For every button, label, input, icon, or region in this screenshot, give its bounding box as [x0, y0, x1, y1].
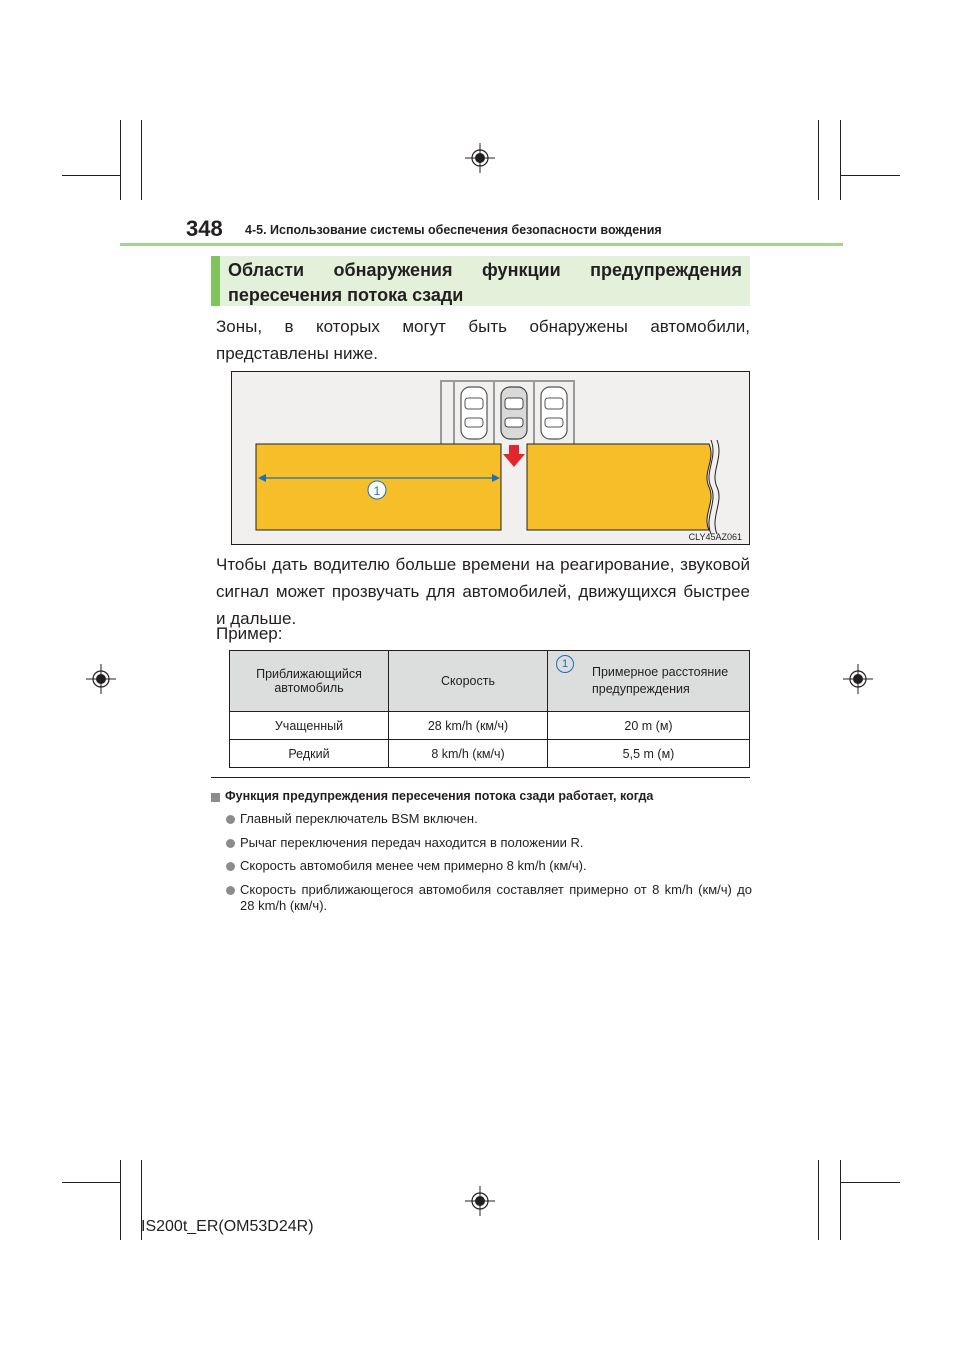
crop-mark [120, 120, 121, 200]
registration-mark-icon [843, 664, 873, 694]
bullet-icon [226, 839, 235, 848]
condition-item: Скорость приближающегося автомобиля составляет примерно от 8 km/h (км/ч) до 28 km/h (км/ч). [240, 882, 752, 913]
registration-mark-icon [465, 143, 495, 173]
crop-mark [840, 1182, 900, 1183]
square-bullet-icon [211, 793, 220, 802]
registration-mark-icon [465, 1186, 495, 1216]
table-header-cell: Приближающийся автомобиль [230, 651, 389, 712]
registration-mark-icon [86, 664, 116, 694]
header-divider [120, 243, 843, 246]
parked-car-icon [541, 387, 567, 439]
crop-mark [818, 120, 819, 200]
crop-mark [840, 175, 900, 176]
table-row [230, 740, 750, 768]
table-header-row [230, 651, 750, 712]
table-header-label: Примерное расстояние предупреждения [592, 665, 729, 696]
table-header-cell [548, 651, 750, 712]
section-heading-accent [211, 256, 220, 306]
table-header-cell: Скорость [389, 651, 548, 712]
crop-mark [818, 1160, 819, 1240]
callout-marker: 1 [556, 655, 574, 673]
crop-mark [62, 175, 120, 176]
bullet-icon [226, 815, 235, 824]
crop-mark [840, 1160, 841, 1240]
table-cell: Учащенный [230, 712, 389, 740]
condition-item: Скорость автомобиля менее чем примерно 8 km/h (км/ч). [240, 858, 587, 873]
bullet-icon [226, 862, 235, 871]
reversing-car-icon [501, 387, 527, 439]
conditions-title: Функция предупреждения пересечения потока сзади работает, когда [225, 789, 654, 803]
callout-number: 1 [373, 484, 381, 498]
crop-mark [840, 120, 841, 200]
parked-car-icon [461, 387, 487, 439]
crop-mark [120, 1160, 121, 1240]
condition-item: Главный переключатель BSM включен. [240, 811, 478, 826]
section-title: Области обнаружения функции предупреждения пересечения потока сзади [228, 260, 742, 305]
crop-mark [62, 1182, 120, 1183]
table-cell: 28 km/h (км/ч) [389, 712, 548, 740]
table-cell: Редкий [230, 740, 389, 768]
table-cell: 8 km/h (км/ч) [389, 740, 548, 768]
bullet-icon [226, 886, 235, 895]
page-number: 348 [186, 216, 223, 241]
example-label: Пример: [216, 624, 283, 643]
table-cell: 5,5 m (м) [548, 740, 750, 768]
chapter-title: 4-5. Использование системы обеспечения безопасности вождения [245, 223, 662, 237]
section-divider [211, 777, 750, 778]
right-detection-zone [527, 444, 711, 530]
crop-mark [141, 120, 142, 200]
table-row [230, 712, 750, 740]
condition-item: Рычаг переключения передач находится в положении R. [240, 835, 584, 850]
reverse-direction-arrow-icon [503, 445, 525, 467]
detection-area-illustration [232, 372, 749, 544]
table-cell: 20 m (м) [548, 712, 750, 740]
figure-code: CLY45AZ061 [688, 532, 742, 542]
warning-distance-table [229, 650, 750, 768]
detection-area-figure [231, 371, 750, 545]
model-code: IS200t_ER(OM53D24R) [141, 1218, 314, 1235]
intro-paragraph: Зоны, в которых могут быть обнаружены автомобили, представлены ниже. [216, 317, 750, 363]
reaction-paragraph: Чтобы дать водителю больше времени на реагирование, звуковой сигнал может прозвучать для автомобилей, движущихся быстрее и дальше. [216, 555, 750, 628]
